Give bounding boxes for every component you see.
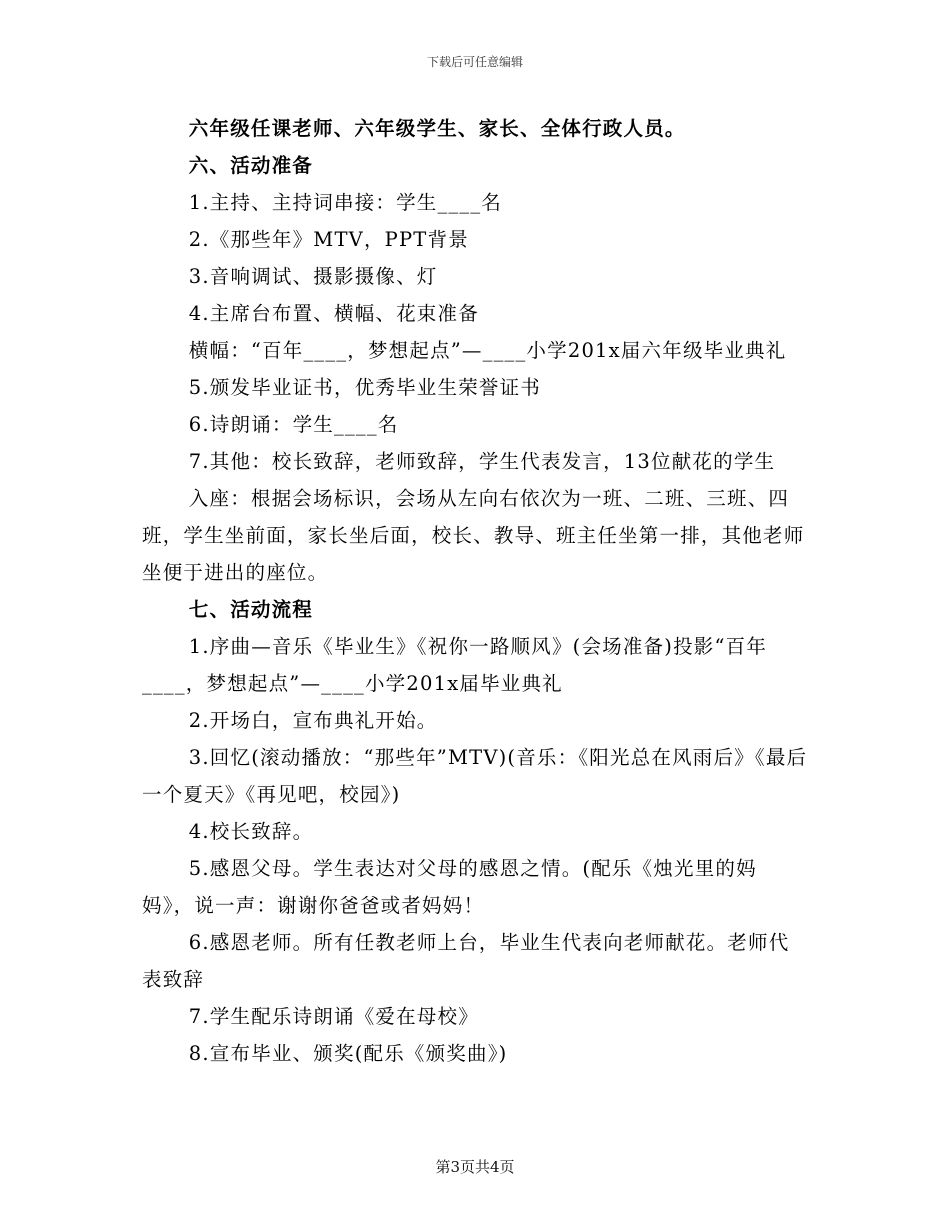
heading-activity-flow: 七、活动流程 — [188, 598, 313, 621]
paragraph-seating: 入座：根据会场标识，会场从左向右依次为一班、二班、三班、四班，学生坐前面，家长坐后面，校长、教导、班主任坐第一排，其他老师坐便于进出的座位。 — [142, 487, 805, 584]
paragraph-flow-item-3: 3.回忆(滚动播放：“那些年”MTV)(音乐：《阳光总在风雨后》《最后一个夏天》《再见吧，校园》) — [142, 746, 808, 806]
paragraph-prep-item-5: 5.颁发毕业证书，优秀毕业生荣誉证书 — [188, 376, 542, 399]
paragraph-flow-item-1: 1.序曲—音乐《毕业生》《祝你一路顺风》(会场准备)投影“百年____，梦想起点”—____小学201x届毕业典礼 — [142, 635, 768, 695]
paragraph-flow-item-8: 8.宣布毕业、颁奖(配乐《颁奖曲》) — [188, 1042, 508, 1065]
paragraph-flow-item-6: 6.感恩老师。所有任教老师上台，毕业生代表向老师献花。老师代表致辞 — [142, 931, 790, 991]
paragraph-banner: 横幅：“百年____，梦想起点”—____小学201x届六年级毕业典礼 — [188, 339, 787, 362]
paragraph-prep-item-3: 3.音响调试、摄影摄像、灯 — [188, 265, 438, 288]
paragraph-flow-item-7: 7.学生配乐诗朗诵《爱在母校》 — [188, 1005, 479, 1028]
paragraph-prep-item-6: 6.诗朗诵：学生____名 — [188, 413, 399, 436]
paragraph-flow-item-4: 4.校长致辞。 — [188, 820, 314, 843]
paragraph-prep-item-4: 4.主席台布置、横幅、花束准备 — [188, 302, 479, 325]
paragraph-flow-item-5: 5.感恩父母。学生表达对父母的感恩之情。(配乐《烛光里的妈妈》，说一声：谢谢你爸爸或者妈妈！ — [142, 857, 757, 917]
paragraph-prep-item-7: 7.其他：校长致辞，老师致辞，学生代表发言，13位献花的学生 — [188, 450, 776, 473]
document-body — [142, 110, 808, 1072]
page-footer: 第3页共4页 — [435, 1158, 515, 1176]
paragraph-flow-item-2: 2.开场白，宣布典礼开始。 — [188, 709, 438, 732]
page-header: 下载后可任意编辑 — [426, 55, 523, 69]
paragraph-prep-item-1: 1.主持、主持词串接：学生____名 — [188, 191, 503, 214]
heading-activity-preparation: 六、活动准备 — [188, 154, 313, 177]
paragraph-attendees: 六年级任课老师、六年级学生、家长、全体行政人员。 — [188, 117, 686, 140]
paragraph-prep-item-2: 2.《那些年》MTV，PPT背景 — [188, 228, 469, 251]
